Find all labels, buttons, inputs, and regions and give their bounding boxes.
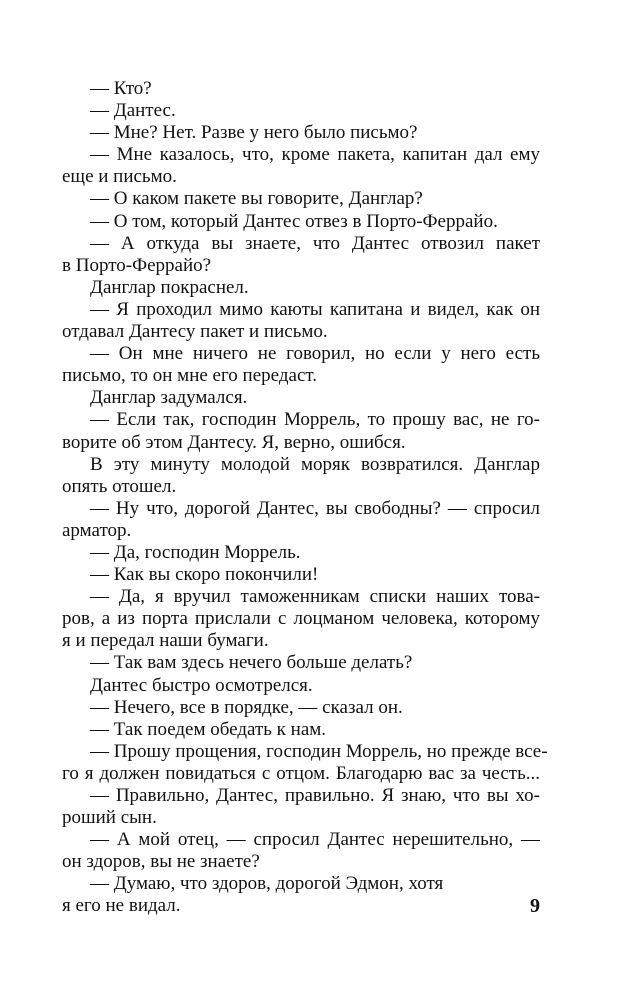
text-line: — О том, который Дантес отвез в Порто-Феррайо. <box>90 210 498 232</box>
text-line: — О каком пакете вы говорите, Данглар? <box>90 188 423 210</box>
text-line: — Если так, господин Моррель, то прошу вас, не го- <box>90 409 540 431</box>
text-line: ров, а из порта прислали с лоцманом человека, которому <box>62 608 540 630</box>
text-line: арматор. <box>62 519 132 541</box>
text-line: — Мне? Нет. Разве у него было письмо? <box>90 122 418 144</box>
text-line: го я должен повидаться с отцом. Благодарю вас за честь... <box>62 762 540 784</box>
text-line: — Кто? <box>90 78 152 99</box>
text-line: В эту минуту молодой моряк возвратился. Данглар <box>90 453 540 475</box>
text-line: — Да, господин Моррель. <box>90 541 301 563</box>
text-line: Данглар покраснел. <box>90 276 249 298</box>
page-number: 9 <box>530 895 540 918</box>
text-line: в Порто-Феррайо? <box>62 254 212 276</box>
text-line: — Мне казалось, что, кроме пакета, капитан дал ему <box>90 144 540 166</box>
last-line <box>62 895 540 917</box>
text-line: — Думаю, что здоров, дорогой Эдмон, хотя <box>90 873 444 895</box>
text-line: опять отошел. <box>62 475 177 497</box>
text-line: — Дантес. <box>90 100 176 122</box>
text-line: — Так вам здесь нечего больше делать? <box>90 652 413 674</box>
text-line: — А откуда вы знаете, что Дантес отвозил пакет <box>90 232 540 254</box>
text-line: — Ну что, дорогой Дантес, вы свободны? — спросил <box>90 497 540 519</box>
text-line: — Я проходил мимо каюты капитана и видел, как он <box>90 298 540 320</box>
text-line: — Как вы скоро покончили! <box>90 564 319 586</box>
text-line: — Прошу прощения, господин Моррель, но прежде все- <box>90 740 548 762</box>
book-page <box>62 78 548 918</box>
text-line: — А мой отец, — спросил Дантес нерешительно, — <box>90 829 540 851</box>
text-line: — Правильно, Дантес, правильно. Я знаю, что вы хо- <box>90 785 540 806</box>
text-line: я его не видал. <box>62 895 181 917</box>
text-line: — Так поедем обедать к нам. <box>90 718 327 740</box>
text-line: отдавал Дантесу пакет и письмо. <box>62 321 328 343</box>
text-line: еще и письмо. <box>62 166 177 188</box>
text-line: — Нечего, все в порядке, — сказал он. <box>90 696 403 718</box>
text-line: Дантес быстро осмотрелся. <box>90 674 313 696</box>
text-line: ворите об этом Дантесу. Я, верно, ошибся. <box>62 431 406 453</box>
text-line: — Он мне ничего не говорил, но если у него есть <box>90 343 540 365</box>
text-line: роший сын. <box>62 807 157 829</box>
text-line: Данглар задумался. <box>90 387 248 409</box>
text-line: он здоров, вы не знаете? <box>62 851 260 873</box>
text-line: письмо, то он мне его передаст. <box>62 365 317 387</box>
text-line: — Да, я вручил таможенникам списки наших това- <box>90 586 540 608</box>
text-line: я и передал наши бумаги. <box>62 630 269 652</box>
